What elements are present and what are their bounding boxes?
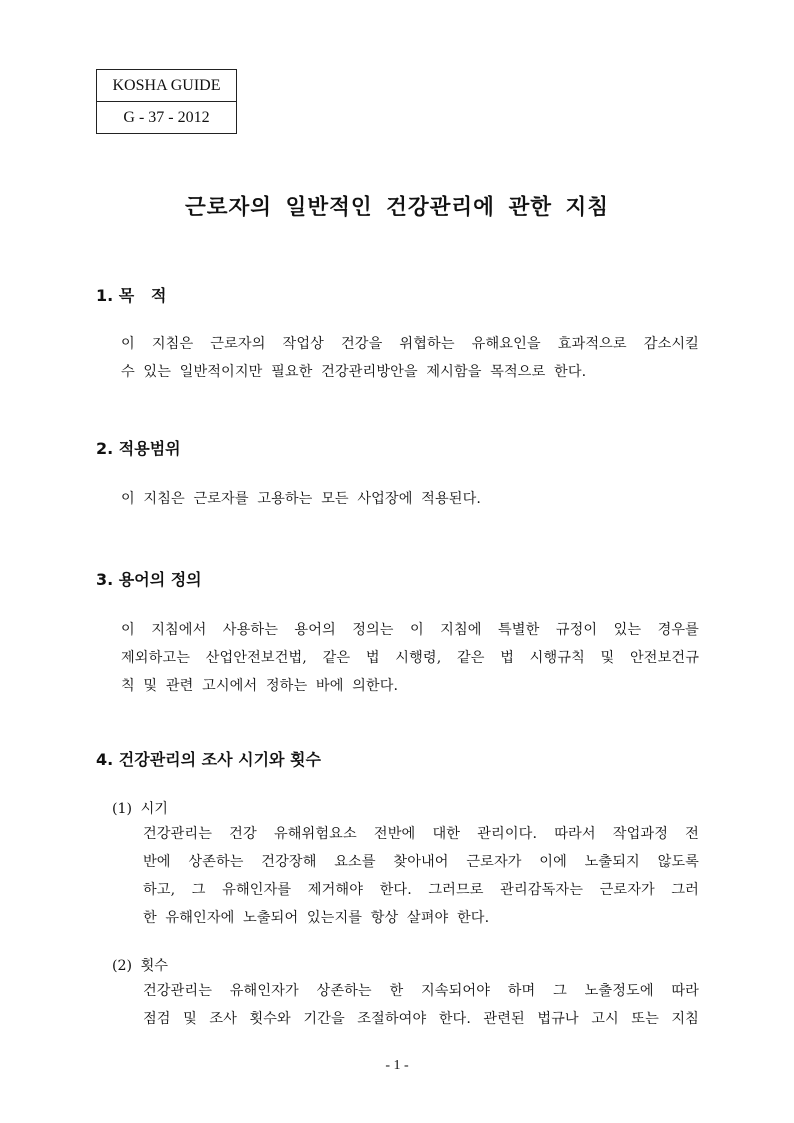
- page-number: - 1 -: [385, 1058, 409, 1073]
- section-2-body: [121, 485, 699, 513]
- body-line: 칙 및 관련 고시에서 정하는 바에 의한다.: [121, 678, 399, 694]
- body-line: 한 유해인자에 노출되어 있는지를 항상 살펴야 한다.: [143, 910, 490, 926]
- section-2-heading: 2. 적용범위: [96, 439, 181, 458]
- section-1-body: [121, 330, 699, 386]
- guide-code-box: [96, 69, 237, 134]
- body-line: 이 지침에서 사용하는 용어의 정의는 이 지침에 특별한 규정이 있는 경우를: [121, 622, 699, 638]
- body-line: 건강관리는 건강 유해위험요소 전반에 대한 관리이다. 따라서 작업과정 전: [143, 826, 699, 842]
- section-1-heading: 1. 목 적: [96, 286, 167, 305]
- body-line: 이 지침은 근로자의 작업상 건강을 위협하는 유해요인을 효과적으로 감소시킬: [121, 336, 699, 352]
- body-line: 반에 상존하는 건강장해 요소를 찾아내어 근로자가 이에 노출되지 않도록: [143, 854, 699, 870]
- document-title: 근로자의 일반적인 건강관리에 관한 지침: [184, 195, 609, 220]
- guide-org-label: KOSHA GUIDE: [112, 77, 221, 94]
- body-line: 수 있는 일반적이지만 필요한 건강관리방안을 제시함을 목적으로 한다.: [121, 364, 587, 380]
- subsection-2-body: [143, 977, 699, 1033]
- guide-code-label: G - 37 - 2012: [97, 101, 236, 133]
- body-line: 하고, 그 유해인자를 제거해야 한다. 그러므로 관리감독자는 근로자가 그러: [143, 882, 699, 898]
- subsection-1-heading: (1) 시기: [112, 801, 169, 817]
- section-4-heading: 4. 건강관리의 조사 시기와 횟수: [96, 750, 321, 769]
- body-line: 제외하고는 산업안전보건법, 같은 법 시행령, 같은 법 시행규칙 및 안전보건규: [121, 650, 699, 666]
- subsection-1-body: [143, 820, 699, 932]
- body-line: 점검 및 조사 횟수와 기간을 조절하여야 한다. 관련된 법규나 고시 또는 지침: [143, 1011, 699, 1027]
- subsection-2-heading: (2) 횟수: [112, 958, 169, 974]
- body-line: 건강관리는 유해인자가 상존하는 한 지속되어야 하며 그 노출정도에 따라: [143, 983, 699, 999]
- section-3-heading: 3. 용어의 정의: [96, 570, 202, 589]
- body-line: 이 지침은 근로자를 고용하는 모든 사업장에 적용된다.: [121, 491, 481, 507]
- section-3-body: [121, 616, 699, 700]
